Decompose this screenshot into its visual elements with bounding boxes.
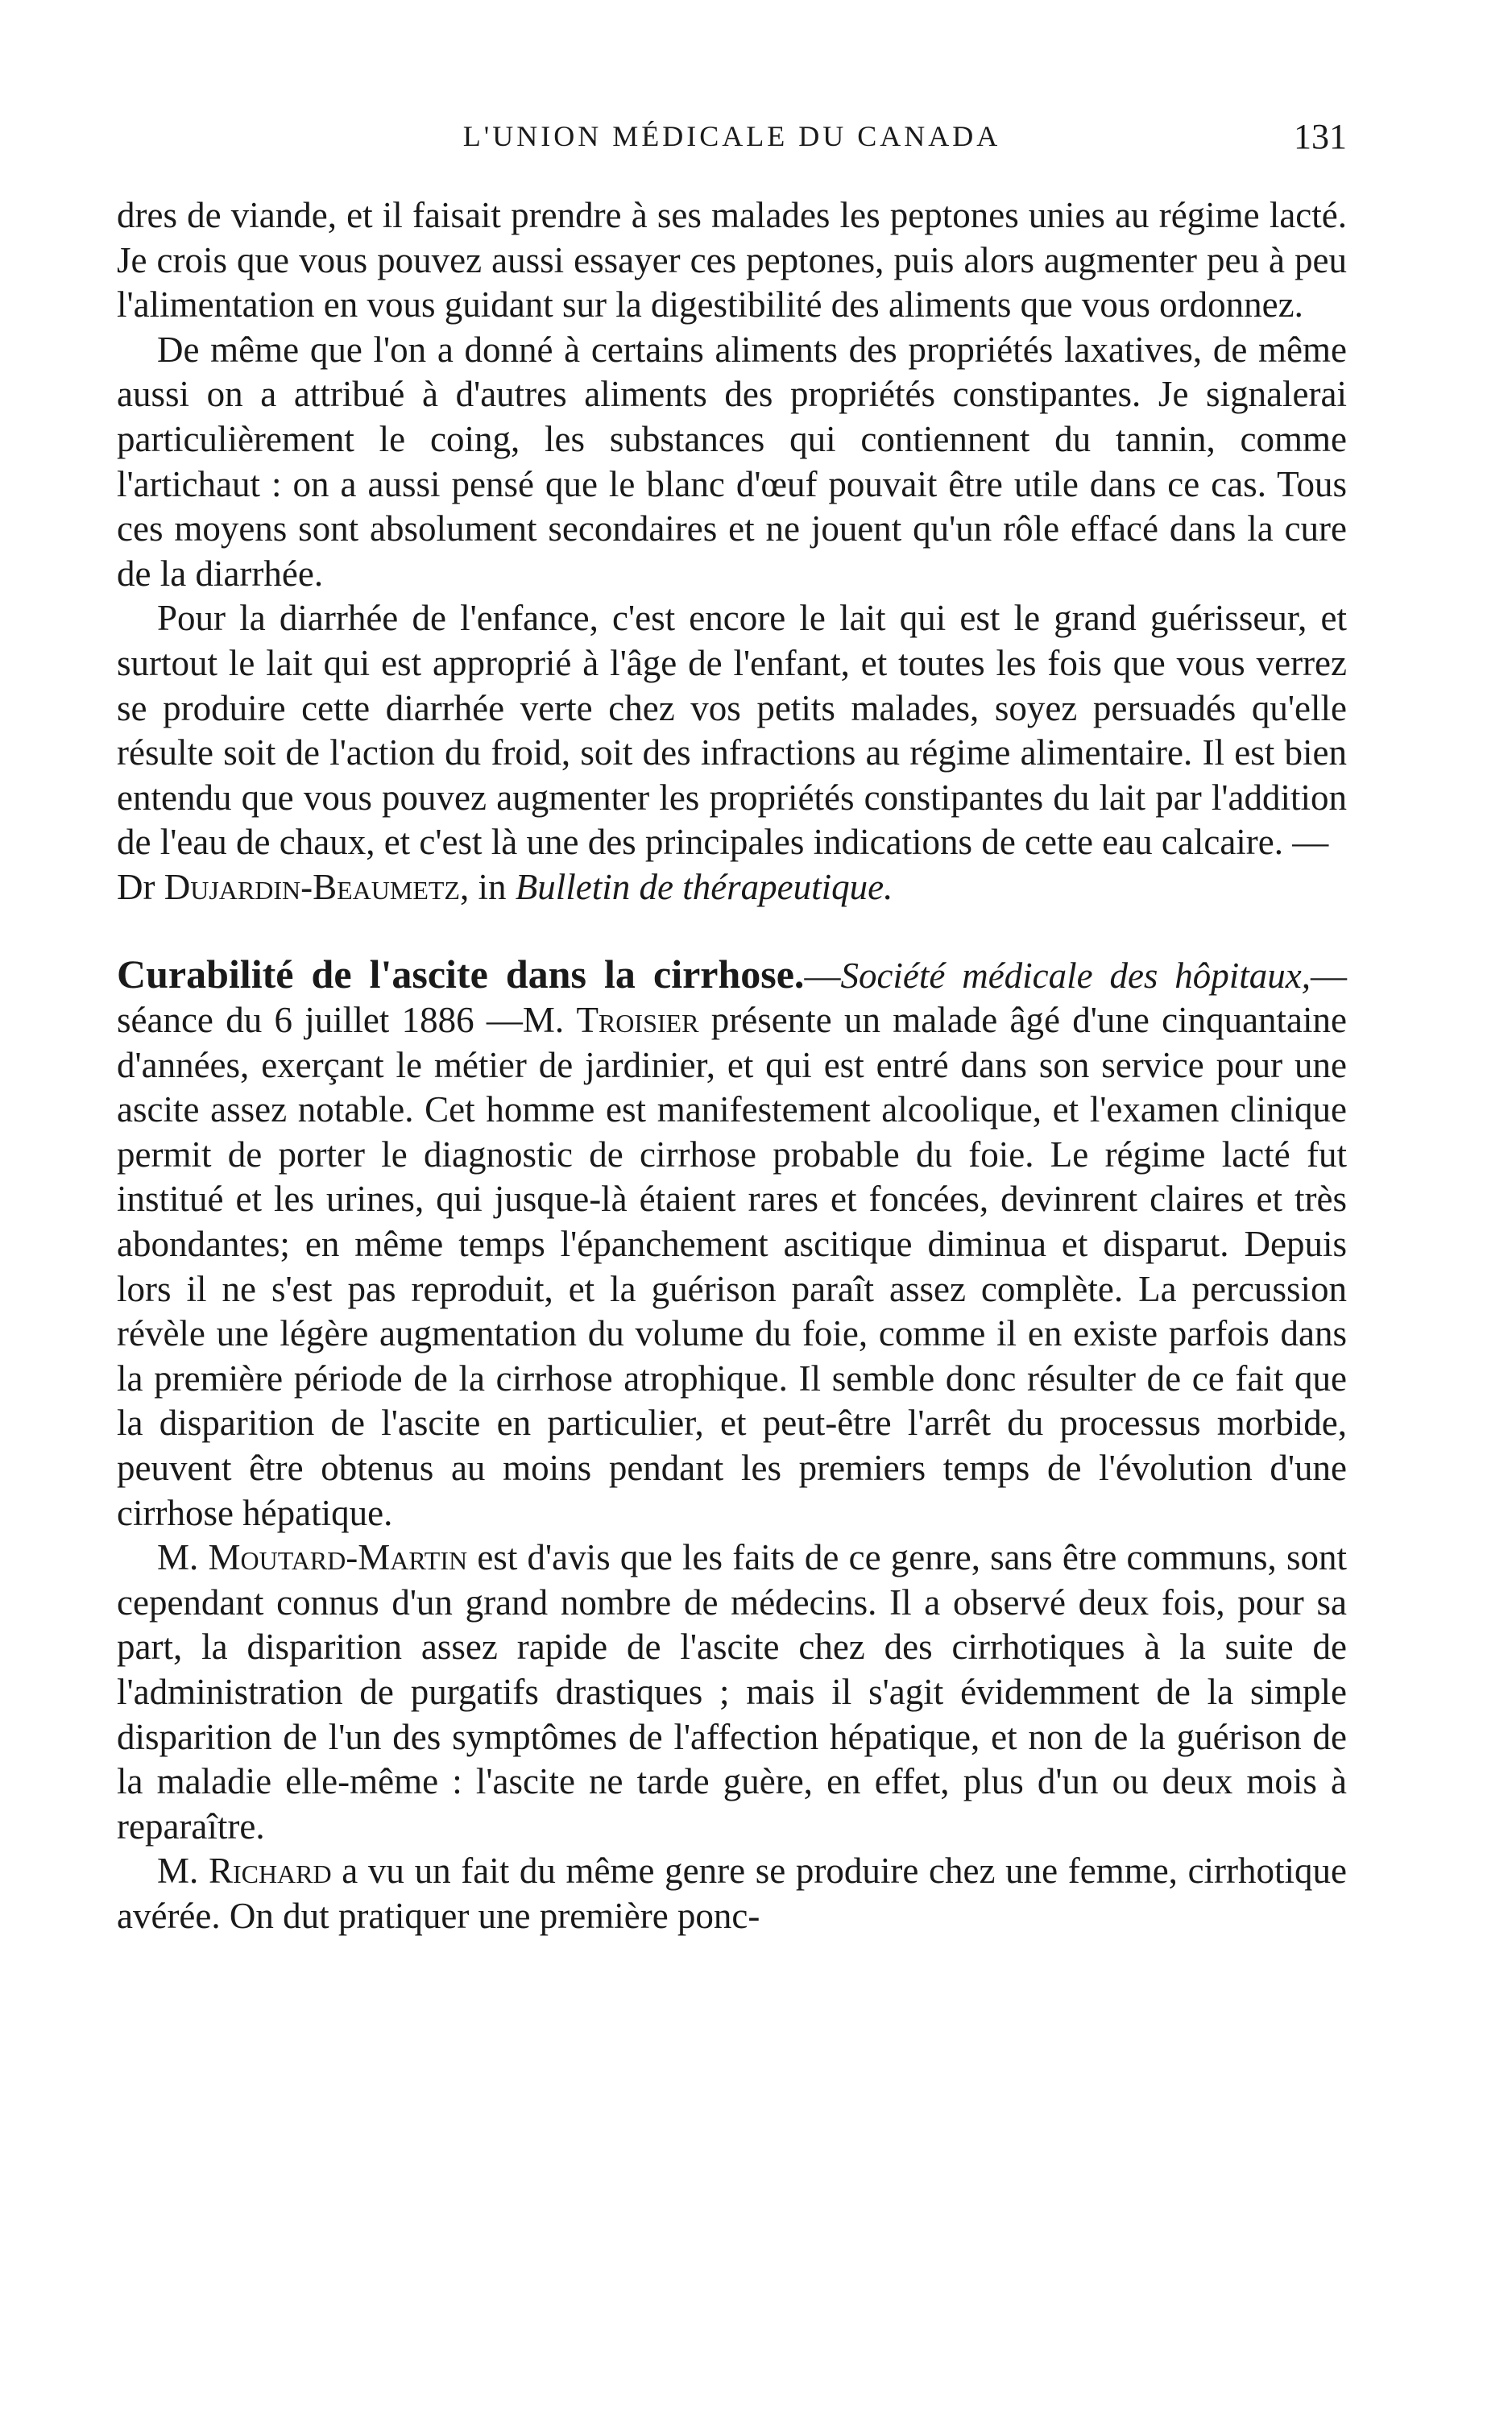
article-heading: Curabilité de l'ascite dans la cirrhose. (117, 951, 805, 997)
paragraph-childhood-diarrhea (117, 596, 1347, 910)
paragraph-moutard-martin (117, 1536, 1347, 1849)
paragraph-richard (117, 1849, 1347, 1938)
speaker-name: Moutard-Martin (208, 1537, 468, 1578)
paragraph-text: Pour la diarrhée de l'enfance, c'est encore le lait qui est le grand guérisseur, et surtout le lait qui est approprié à l'âge de l'enfant, et toutes les fois que vous verrez se produire cette diarrhée verte chez vos petits malades, soyez persuadés qu'elle résulte soit de l'action du froid, soit des infractions au régime alimentaire. Il est bien entendu que vous pouvez augmenter les propriétés constipantes du lait par l'addition de l'eau de chaux, et c'est là une des principales indications de cette eau calcaire. — (117, 598, 1347, 863)
citation-connector: , in (459, 866, 507, 907)
heading-dash: — (804, 955, 841, 996)
body-text (117, 193, 1347, 1939)
honorific: M. (157, 1851, 199, 1892)
paragraph-text: est d'avis que les faits de ce genre, sans être communs, sont cependant connus d'un grand nombre de médecins. Il a observé deux fois, pour sa part, la disparition assez rapide de l'ascite chez des cirrhotiques à la suite de l'administration de purgatifs drastiques ; mais il s'agit évidemment de la simple disparition de l'un des symptômes de l'affection hépatique, et non de la guérison de la maladie elle-même : l'ascite ne tarde guère, en effet, plus d'un ou deux mois à reparaître. (117, 1537, 1348, 1847)
paragraph-continuation: dres de viande, et il faisait prendre à ses malades les peptones unies au régime lacté. Je crois que vous pouvez aussi essayer ces peptones, puis alors augmenter peu à peu l'alimentation en vous guidant sur la digestibilité des aliments que vous ordonnez. (117, 195, 1347, 325)
speaker-name: Richard (208, 1851, 332, 1892)
presenter-name: Troisier (576, 1000, 699, 1041)
page-header (117, 119, 1347, 168)
section-gap (117, 910, 1347, 952)
page-number: 131 (1294, 117, 1347, 156)
paragraph-text: présente un malade âgé d'une cinquantaine d'années, exerçant le métier de jardinier, et qui est entré dans son service pour une ascite assez notable. Cet homme est manifestement alcoolique, et l'examen clinique permit de porter le diagnostic de cirrhose probable du foie. Le régime lacté fut institué et les urines, qui jusque-là étaient rares et foncées, devinrent claires et très abondantes; en même temps l'épanchement ascitique diminua et disparut. Depuis lors il ne s'est pas reproduit, et la guérison paraît assez complète. La percussion révèle une légère augmentation du volume du foie, comme il en existe parfois dans la première période de la cirrhose atrophique. Il semble donc résulter de ce fait que la disparition de l'ascite en particulier, et peut-être l'arrêt du processus morbide, peuvent être obtenus au moins pendant les premiers temps de l'évolution d'une cirrhose hépatique. (117, 1000, 1348, 1533)
author-name: Dujardin-Beaumetz (164, 866, 460, 907)
citation-source: Bulletin de thérapeutique. (515, 866, 893, 907)
paragraph-ascites-article (117, 952, 1347, 1536)
honorific: M. (157, 1537, 199, 1578)
society-name: Société médicale des hôpitaux, (840, 955, 1311, 996)
author-title: Dr (117, 866, 155, 907)
paragraph-constipating-foods: De même que l'on a donné à certains aliments des propriétés laxatives, de même aussi on a attribué à d'autres aliments des propriétés constipantes. Je signalerai particulièrement le coing, les substances qui contiennent du tannin, comme l'artichaut : on a aussi pensé que le blanc d'œuf pouvait être utile dans ce cas. Tous ces moyens sont absolument secondaires et ne jouent qu'un rôle effacé dans la cure de la diarrhée. (117, 329, 1347, 594)
running-head: L'UNION MÉDICALE DU CANADA (462, 120, 1001, 152)
session-info: —séance du 6 juillet 1886 —M. (117, 955, 1348, 1041)
paragraph-text: a vu un fait du même genre se produire chez une femme, cirrhotique avérée. On dut pratiquer une première ponc- (117, 1851, 1348, 1936)
